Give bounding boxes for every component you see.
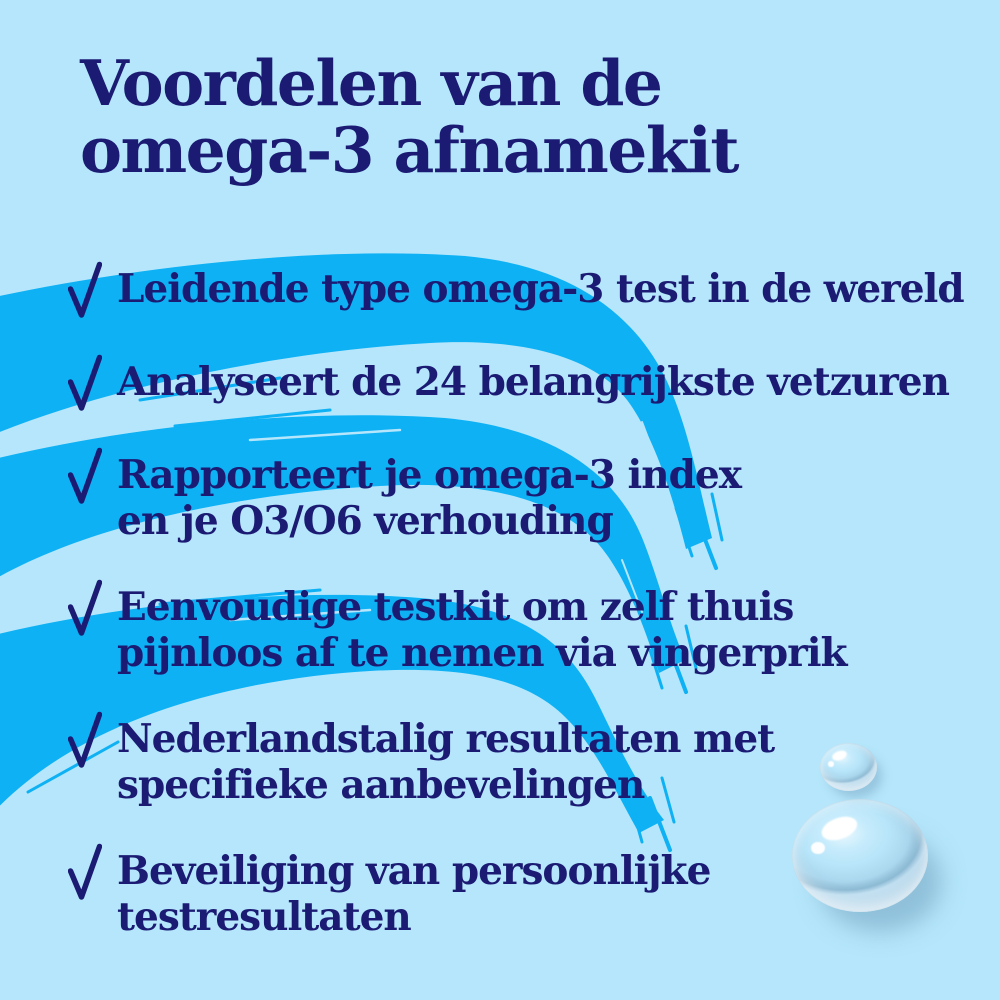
benefit-item <box>68 584 984 676</box>
check-icon <box>68 261 102 319</box>
benefit-text <box>117 359 949 405</box>
benefit-text <box>117 452 741 544</box>
benefit-item <box>68 716 984 808</box>
benefit-line: specifieke aanbevelingen <box>117 762 645 808</box>
benefit-text <box>117 584 847 676</box>
benefit-line: en je O3/O6 verhouding <box>117 498 613 544</box>
benefit-item <box>68 848 984 940</box>
benefit-line: Eenvoudige testkit om zelf thuis <box>117 584 794 630</box>
page-title-line-2: omega-3 afnamekit <box>80 113 739 187</box>
benefit-line: Leidende type omega-3 test in de wereld <box>117 266 964 312</box>
benefit-line: Nederlandstalig resultaten met <box>117 716 775 762</box>
check-icon <box>68 354 102 412</box>
check-icon <box>68 447 102 505</box>
benefit-line: testresultaten <box>117 894 411 940</box>
page-title <box>80 46 739 187</box>
benefit-line: pijnloos af te nemen via vingerprik <box>117 630 847 676</box>
benefit-item <box>68 452 984 544</box>
benefit-line: Beveiliging van persoonlijke <box>117 848 711 894</box>
benefit-line: Rapporteert je omega-3 index <box>117 452 741 498</box>
page-title-line-1: Voordelen van de <box>80 46 662 120</box>
benefit-item <box>68 266 984 319</box>
benefit-line: Analyseert de 24 belangrijkste vetzuren <box>117 359 949 405</box>
check-icon <box>68 579 102 637</box>
check-icon <box>68 711 102 769</box>
check-icon <box>68 843 102 901</box>
benefit-item <box>68 359 984 412</box>
benefit-text <box>117 266 964 312</box>
benefit-text <box>117 848 710 940</box>
benefits-list <box>68 266 984 940</box>
benefit-text <box>117 716 774 808</box>
